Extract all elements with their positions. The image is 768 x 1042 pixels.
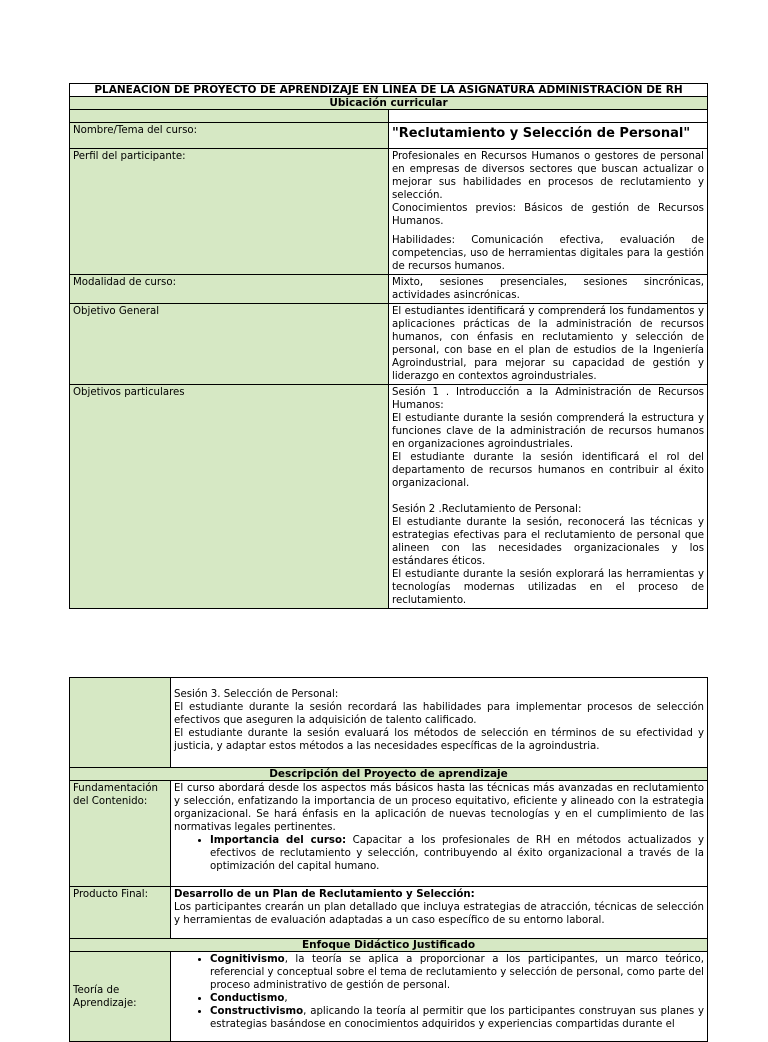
label-modalidad: Modalidad de curso:: [70, 275, 389, 304]
section-descripcion: Descripción del Proyecto de aprendizaje: [70, 768, 708, 781]
s3-content: [171, 678, 708, 768]
row-nombre: [70, 123, 708, 149]
blank-row: [70, 110, 708, 123]
planning-table-1: [69, 83, 708, 609]
modalidad-value: Mixto, sesiones presenciales, sesiones sincrónicas, actividades asincrónicas.: [389, 275, 708, 304]
constructivismo-text: , aplicando la teoría al permitir que los participantes construyan sus planes y estrategias basándose en conocimientos adquiridos y experiencias compartidas durante el: [210, 1006, 704, 1030]
label-objetivo-general: Objetivo General: [70, 304, 389, 385]
producto-title: Desarrollo de un Plan de Reclutamiento y Selección:: [174, 889, 475, 900]
section-enfoque: Enfoque Didáctico Justificado: [70, 939, 708, 952]
perfil-p3: Habilidades: Comunicación efectiva, evaluación de competencias, uso de herramientas digitales para la gestión de recursos humanos.: [392, 235, 704, 272]
label-producto: Producto Final:: [70, 887, 171, 939]
blank-value: [389, 110, 708, 123]
s1-a: El estudiante durante la sesión comprenderá la estructura y funciones clave de la administración de recursos humanos en organizaciones agroindustriales.: [392, 413, 704, 450]
course-name: "Reclutamiento y Selección de Personal": [389, 123, 708, 149]
objetivo-general-value: El estudiantes identificará y comprenderá los fundamentos y aplicaciones prácticas de la administración de recursos humanos, con énfasis en reclutamiento y selección de personal, con base en el plan de estudios de la Ingeniería Agroindustrial, para mejorar su capacidad de gestión y liderazgo en contextos agroindustriales.: [389, 304, 708, 385]
label-nombre: Nombre/Tema del curso:: [70, 123, 389, 149]
list-item: [210, 992, 704, 1005]
row-fundamentacion: [70, 781, 708, 887]
s2-b: El estudiante durante la sesión explorará las herramientas y tecnologías modernas utilizadas en el proceso de reclutamiento.: [392, 569, 704, 606]
s2-title: Sesión 2 .Reclutamiento de Personal:: [392, 504, 582, 515]
constructivismo-label: Constructivismo: [210, 1006, 304, 1017]
table-title: PLANEACIÓN DE PROYECTO DE APRENDIZAJE EN LÍNEA DE LA ASIGNATURA ADMINISTRACIÓN DE RH: [70, 84, 708, 97]
teoria-content: [171, 952, 708, 1042]
label-s3-blank: [70, 678, 171, 768]
page-2: [0, 660, 768, 1030]
s3-title: Sesión 3. Selección de Personal:: [174, 689, 339, 700]
s3-b: El estudiante durante la sesión evaluará los métodos de selección en términos de su efectividad y justicia, y adaptar estos métodos a las necesidades específicas de la agroindustria.: [174, 728, 704, 752]
s1-title: Sesión 1 . Introducción a la Administración de Recursos Humanos:: [392, 387, 704, 411]
perfil-p1: Profesionales en Recursos Humanos o gestores de personal en empresas de diversos sectores que buscan actualizar o mejorar sus habilidades en procesos de reclutamiento y selección.: [392, 151, 704, 201]
label-perfil: Perfil del participante:: [70, 149, 389, 275]
cognitivismo-text: , la teoría se aplica a proporcionar a los participantes, un marco teórico, referencial y conceptual sobre el tema de reclutamiento y selección de personal, como parte del proceso administrativo de gestión de personal.: [210, 954, 704, 991]
conductismo-label: Conductismo: [210, 993, 285, 1004]
conductismo-text: ,: [284, 993, 288, 1004]
list-item: [210, 953, 704, 992]
producto-content: [171, 887, 708, 939]
blank-label: [70, 110, 389, 123]
s1-b: El estudiante durante la sesión identificará el rol del departamento de recursos humanos en contribuir al éxito organizacional.: [392, 452, 704, 489]
producto-text: Los participantes crearán un plan detallado que incluya estrategias de atracción, técnicas de selección y herramientas de evaluación adaptadas a un caso específico de su entorno laboral.: [174, 902, 704, 926]
teoria-label: Teoría de Aprendizaje:: [73, 984, 137, 1009]
fundamentacion-text: El curso abordará desde los aspectos más básicos hasta las técnicas más avanzadas en reclutamiento y selección, enfatizando la importancia de un proceso equitativo, eficiente y alineado con la estrategia organizacional. Se hará énfasis en la aplicación de nuevas tecnologías y en el cumplimiento de las normativas legales pertinentes.: [174, 783, 704, 833]
producto-bold: [174, 888, 704, 901]
cognitivismo-label: Cognitivismo: [210, 954, 285, 965]
list-item: [210, 834, 704, 873]
row-producto: [70, 887, 708, 939]
label-fundamentacion: Fundamentación del Contenido:: [70, 781, 171, 887]
row-teoria: [70, 952, 708, 1042]
section-descripcion-row: [70, 768, 708, 781]
section-row: [70, 97, 708, 110]
label-objetivos-particulares: Objetivos particulares: [70, 385, 389, 609]
section-ubicacion: Ubicación curricular: [70, 97, 708, 110]
teoria-list: [174, 953, 704, 1031]
row-objetivo-general: [70, 304, 708, 385]
perfil-content: [389, 149, 708, 275]
importancia-label: Importancia del curso:: [210, 835, 347, 846]
label-teoria: [70, 952, 171, 1042]
list-item: [210, 1005, 704, 1031]
objetivos-particulares-content: [389, 385, 708, 609]
section-enfoque-row: [70, 939, 708, 952]
row-s3: [70, 678, 708, 768]
importancia-text: Capacitar a los profesionales de RH en métodos actualizados y efectivos de reclutamiento y selección, contribuyendo al éxito organizacional a través de la optimización del capital humano.: [210, 835, 704, 872]
row-perfil: [70, 149, 708, 275]
row-modalidad: [70, 275, 708, 304]
perfil-p2: Conocimientos previos: Básicos de gestión de Recursos Humanos.: [392, 203, 704, 227]
table-title-row: [70, 84, 708, 97]
fundamentacion-list: [174, 834, 704, 873]
row-objetivos-particulares: [70, 385, 708, 609]
s2-a: El estudiante durante la sesión, reconocerá las técnicas y estrategias efectivas para el reclutamiento de personal que alineen con las necesidades organizacionales y los estándares éticos.: [392, 517, 704, 567]
planning-table-2: [69, 677, 708, 1042]
fundamentacion-content: [171, 781, 708, 887]
s3-a: El estudiante durante la sesión recordará las habilidades para implementar procesos de selección efectivos que aseguren la adquisición de talento calificado.: [174, 702, 704, 726]
